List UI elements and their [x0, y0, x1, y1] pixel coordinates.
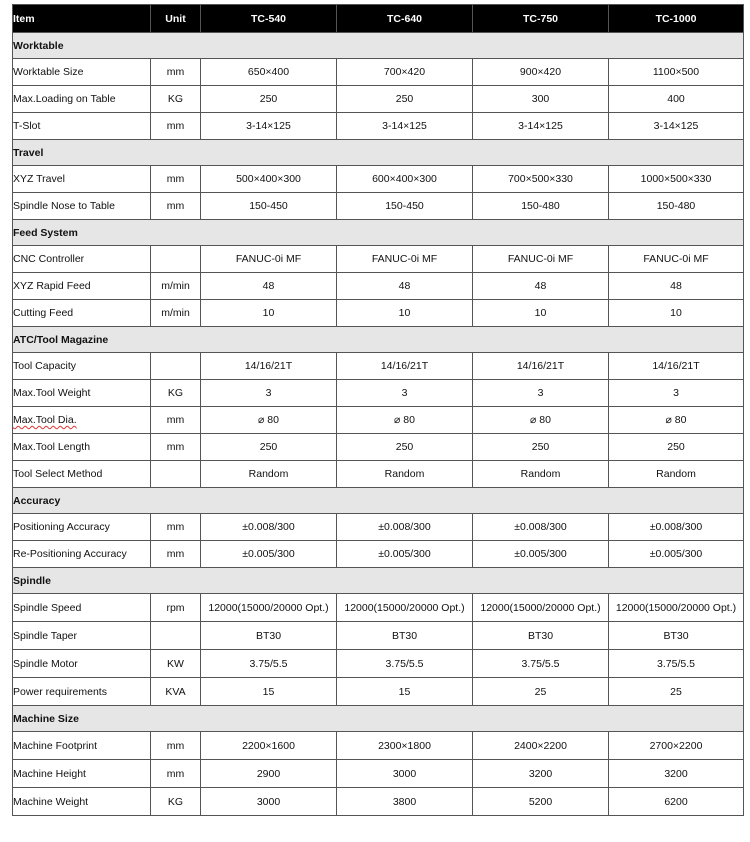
- spec-value: 400: [609, 86, 744, 113]
- spec-label: Machine Height: [13, 760, 151, 788]
- spec-label: Machine Footprint: [13, 732, 151, 760]
- spec-unit: m/min: [151, 300, 201, 327]
- spec-unit: mm: [151, 434, 201, 461]
- spec-row: [13, 514, 744, 541]
- spec-value: 3.75/5.5: [337, 650, 473, 678]
- spec-value: 3000: [337, 760, 473, 788]
- spec-value: 1000×500×330: [609, 166, 744, 193]
- spec-value: 48: [609, 273, 744, 300]
- spec-value: 3: [337, 380, 473, 407]
- spec-label: Cutting Feed: [13, 300, 151, 327]
- spec-value: 48: [473, 273, 609, 300]
- spec-value: 600×400×300: [337, 166, 473, 193]
- spec-row: [13, 461, 744, 488]
- spec-label: Max.Loading on Table: [13, 86, 151, 113]
- spec-value: 3-14×125: [473, 113, 609, 140]
- spec-label: Max.Tool Length: [13, 434, 151, 461]
- spec-row: [13, 273, 744, 300]
- spec-value: 150-450: [337, 193, 473, 220]
- spec-value: 10: [609, 300, 744, 327]
- spec-unit: KVA: [151, 678, 201, 706]
- section-header-row: [13, 327, 744, 353]
- spec-unit: m/min: [151, 273, 201, 300]
- spec-value: 1100×500: [609, 59, 744, 86]
- spec-value: 700×420: [337, 59, 473, 86]
- spec-value: 48: [201, 273, 337, 300]
- spec-value: 15: [201, 678, 337, 706]
- spec-row: [13, 86, 744, 113]
- spec-value: BT30: [473, 622, 609, 650]
- spec-value: ±0.005/300: [201, 541, 337, 568]
- spec-value: 12000(15000/20000 Opt.): [201, 594, 337, 622]
- spec-value: 3.75/5.5: [609, 650, 744, 678]
- spec-label: T-Slot: [13, 113, 151, 140]
- spec-value: 2900: [201, 760, 337, 788]
- spec-value: Random: [473, 461, 609, 488]
- spec-value: 2300×1800: [337, 732, 473, 760]
- spec-row: [13, 678, 744, 706]
- spec-value: 6200: [609, 788, 744, 816]
- spec-unit: mm: [151, 59, 201, 86]
- header-model: TC-640: [337, 5, 473, 33]
- spec-value: ±0.008/300: [337, 514, 473, 541]
- spec-value: 250: [201, 86, 337, 113]
- header-item: Item: [13, 5, 151, 33]
- spec-value: ⌀ 80: [337, 407, 473, 434]
- section-title: Feed System: [13, 220, 744, 246]
- spec-value: ±0.008/300: [201, 514, 337, 541]
- spec-value: 3.75/5.5: [201, 650, 337, 678]
- spec-value: ±0.005/300: [609, 541, 744, 568]
- spec-unit: mm: [151, 166, 201, 193]
- spec-value: BT30: [201, 622, 337, 650]
- spec-value: 14/16/21T: [201, 353, 337, 380]
- spec-row: [13, 732, 744, 760]
- header-unit: Unit: [151, 5, 201, 33]
- spec-label: Re-Positioning Accuracy: [13, 541, 151, 568]
- spec-value: 12000(15000/20000 Opt.): [473, 594, 609, 622]
- spec-value: 10: [201, 300, 337, 327]
- spec-row: [13, 650, 744, 678]
- spec-unit: [151, 353, 201, 380]
- spec-row: [13, 788, 744, 816]
- spec-value: FANUC-0i MF: [201, 246, 337, 273]
- spec-value: 250: [609, 434, 744, 461]
- spec-value: 12000(15000/20000 Opt.): [337, 594, 473, 622]
- header-model: TC-540: [201, 5, 337, 33]
- section-header-row: [13, 488, 744, 514]
- spec-value: 2200×1600: [201, 732, 337, 760]
- spec-label: Spindle Taper: [13, 622, 151, 650]
- spec-value: 3-14×125: [609, 113, 744, 140]
- spec-row: [13, 300, 744, 327]
- section-header-row: [13, 140, 744, 166]
- section-header-row: [13, 568, 744, 594]
- spec-unit: mm: [151, 514, 201, 541]
- spec-value: 3200: [473, 760, 609, 788]
- spec-value: ⌀ 80: [473, 407, 609, 434]
- spec-row: [13, 622, 744, 650]
- spec-row: [13, 166, 744, 193]
- spec-unit: KG: [151, 86, 201, 113]
- spec-unit: mm: [151, 541, 201, 568]
- section-title: Spindle: [13, 568, 744, 594]
- spec-table: [12, 4, 744, 816]
- spec-unit: KW: [151, 650, 201, 678]
- spec-value: 150-450: [201, 193, 337, 220]
- spec-row: [13, 246, 744, 273]
- spec-value: 2700×2200: [609, 732, 744, 760]
- spec-value: 300: [473, 86, 609, 113]
- spec-value: FANUC-0i MF: [337, 246, 473, 273]
- spec-value: 3000: [201, 788, 337, 816]
- spec-value: 900×420: [473, 59, 609, 86]
- spec-unit: mm: [151, 407, 201, 434]
- spec-row: [13, 760, 744, 788]
- spec-row: [13, 113, 744, 140]
- spec-row: [13, 594, 744, 622]
- header-row: [13, 5, 744, 33]
- spec-value: 250: [337, 434, 473, 461]
- spec-value: 700×500×330: [473, 166, 609, 193]
- spec-row: [13, 541, 744, 568]
- spec-value: 3-14×125: [337, 113, 473, 140]
- spec-value: ⌀ 80: [201, 407, 337, 434]
- spec-unit: KG: [151, 380, 201, 407]
- spec-value: 14/16/21T: [337, 353, 473, 380]
- spec-row: [13, 407, 744, 434]
- spec-label: Positioning Accuracy: [13, 514, 151, 541]
- spec-unit: rpm: [151, 594, 201, 622]
- spec-value: ±0.008/300: [473, 514, 609, 541]
- spec-label: Max.Tool Weight: [13, 380, 151, 407]
- spec-unit: mm: [151, 193, 201, 220]
- spec-label-text: Max.Tool Dia.: [13, 414, 77, 426]
- spec-value: 3.75/5.5: [473, 650, 609, 678]
- spec-unit: [151, 461, 201, 488]
- section-header-row: [13, 33, 744, 59]
- spec-value: FANUC-0i MF: [473, 246, 609, 273]
- spec-value: 250: [337, 86, 473, 113]
- spec-value: 2400×2200: [473, 732, 609, 760]
- header-model: TC-750: [473, 5, 609, 33]
- spec-label: Worktable Size: [13, 59, 151, 86]
- spec-row: [13, 434, 744, 461]
- spec-value: 25: [473, 678, 609, 706]
- spec-unit: mm: [151, 732, 201, 760]
- spec-value: Random: [337, 461, 473, 488]
- spec-label: Tool Select Method: [13, 461, 151, 488]
- spec-label: Tool Capacity: [13, 353, 151, 380]
- spec-value: ⌀ 80: [609, 407, 744, 434]
- spec-label: XYZ Rapid Feed: [13, 273, 151, 300]
- spec-row: [13, 193, 744, 220]
- section-title: ATC/Tool Magazine: [13, 327, 744, 353]
- spec-value: BT30: [609, 622, 744, 650]
- spec-value: 10: [473, 300, 609, 327]
- spec-label: Spindle Motor: [13, 650, 151, 678]
- spec-unit: KG: [151, 788, 201, 816]
- section-header-row: [13, 706, 744, 732]
- spec-value: 3: [609, 380, 744, 407]
- section-header-row: [13, 220, 744, 246]
- section-title: Machine Size: [13, 706, 744, 732]
- spec-value: 25: [609, 678, 744, 706]
- spec-value: 14/16/21T: [609, 353, 744, 380]
- spec-value: 150-480: [609, 193, 744, 220]
- spec-value: 250: [201, 434, 337, 461]
- spec-label: Machine Weight: [13, 788, 151, 816]
- spec-value: 3200: [609, 760, 744, 788]
- spec-value: 5200: [473, 788, 609, 816]
- spec-table-body: [13, 5, 744, 816]
- spec-value: 150-480: [473, 193, 609, 220]
- spec-row: [13, 59, 744, 86]
- spec-value: 15: [337, 678, 473, 706]
- spec-value: 14/16/21T: [473, 353, 609, 380]
- section-title: Accuracy: [13, 488, 744, 514]
- spec-unit: [151, 246, 201, 273]
- spec-value: ±0.005/300: [473, 541, 609, 568]
- spec-value: 3-14×125: [201, 113, 337, 140]
- spec-label: XYZ Travel: [13, 166, 151, 193]
- spec-value: 3800: [337, 788, 473, 816]
- spec-value: Random: [201, 461, 337, 488]
- section-title: Travel: [13, 140, 744, 166]
- spec-value: 12000(15000/20000 Opt.): [609, 594, 744, 622]
- section-title: Worktable: [13, 33, 744, 59]
- spec-row: [13, 353, 744, 380]
- spec-label: Spindle Speed: [13, 594, 151, 622]
- spec-value: FANUC-0i MF: [609, 246, 744, 273]
- spec-value: 3: [201, 380, 337, 407]
- spec-value: 650×400: [201, 59, 337, 86]
- spec-unit: mm: [151, 760, 201, 788]
- spec-unit: mm: [151, 113, 201, 140]
- spec-value: ±0.008/300: [609, 514, 744, 541]
- spec-value: ±0.005/300: [337, 541, 473, 568]
- spec-value: 3: [473, 380, 609, 407]
- spec-unit: [151, 622, 201, 650]
- spec-value: 10: [337, 300, 473, 327]
- spec-label: CNC Controller: [13, 246, 151, 273]
- spec-label: [13, 407, 151, 434]
- spec-value: 250: [473, 434, 609, 461]
- header-model: TC-1000: [609, 5, 744, 33]
- spec-label: Spindle Nose to Table: [13, 193, 151, 220]
- spec-value: BT30: [337, 622, 473, 650]
- spec-value: 500×400×300: [201, 166, 337, 193]
- spec-value: 48: [337, 273, 473, 300]
- spec-value: Random: [609, 461, 744, 488]
- spec-label: Power requirements: [13, 678, 151, 706]
- spec-row: [13, 380, 744, 407]
